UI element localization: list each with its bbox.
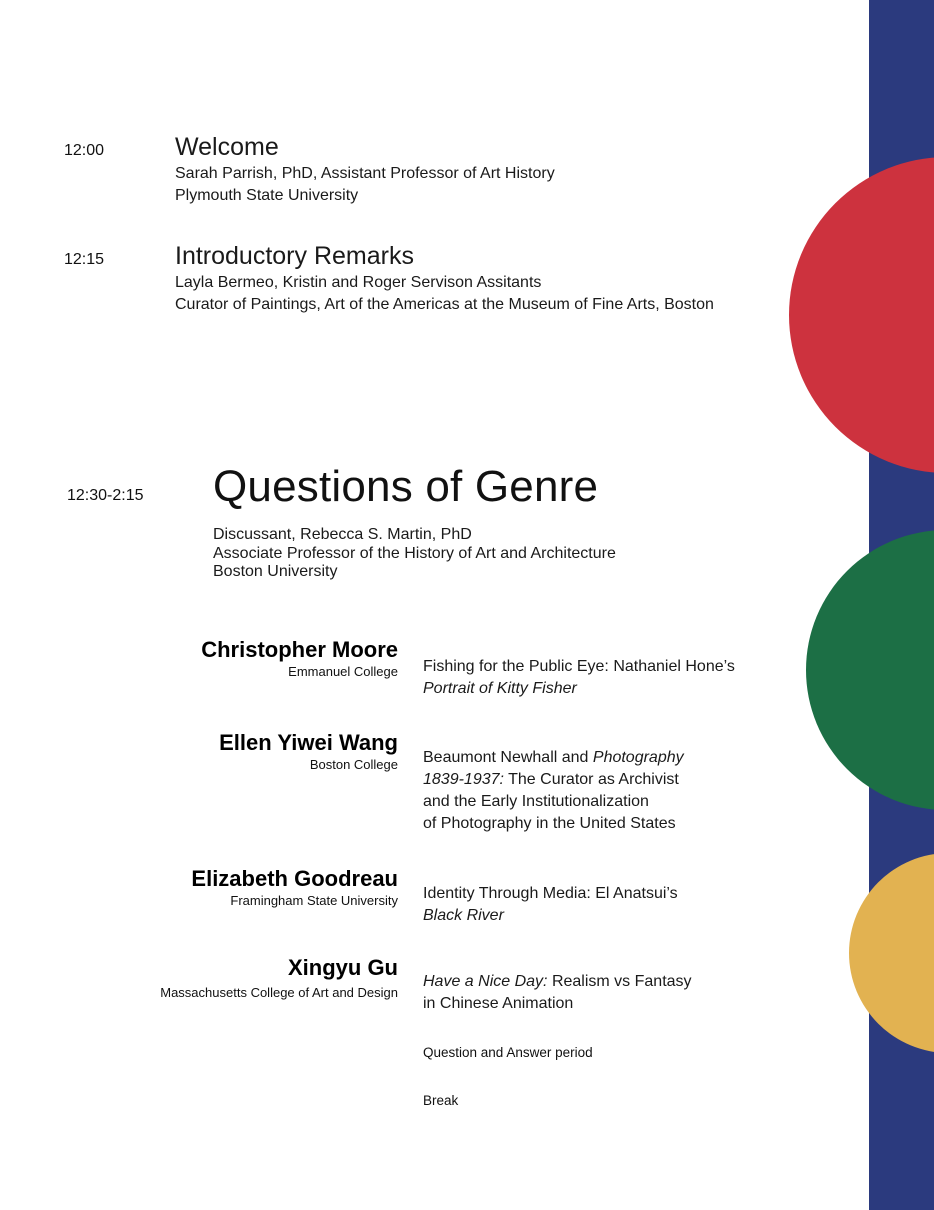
paper-title-text: and the Early Institutionalization <box>423 793 649 810</box>
paper-title <box>423 656 735 700</box>
paper-title-line <box>423 747 684 769</box>
red-circle <box>789 157 934 473</box>
paper-title-line <box>423 883 678 905</box>
discussant-line-1: Discussant, Rebecca S. Martin, PhD <box>213 526 472 543</box>
discussant-line-3: Boston University <box>213 563 338 580</box>
paper-title-text: Beaumont Newhall and <box>423 749 593 766</box>
discussant-block <box>213 526 616 582</box>
session-title: Questions of Genre <box>213 462 599 511</box>
paper-title-italic: 1839-1937: <box>423 771 504 788</box>
paper-title-text: of Photography in the United States <box>423 815 676 832</box>
discussant-line-2: Associate Professor of the History of Art and Architecture <box>213 544 616 562</box>
gold-circle <box>849 853 934 1053</box>
speaker-affiliation: Massachusetts College of Art and Design <box>160 985 398 1000</box>
speaker-affiliation: Framingham State University <box>230 893 398 908</box>
paper-title-text: Realism vs Fantasy <box>547 973 692 990</box>
intro-title: Introductory Remarks <box>175 242 414 270</box>
welcome-time: 12:00 <box>64 142 105 159</box>
welcome-details <box>175 163 555 207</box>
paper-title-text: in Chinese Animation <box>423 995 574 1012</box>
speaker-name: Christopher Moore <box>201 637 398 662</box>
speaker-name: Elizabeth Goodreau <box>191 866 398 891</box>
qa-period: Question and Answer period <box>423 1045 593 1060</box>
speaker-affiliation: Boston College <box>309 757 398 772</box>
green-circle <box>806 530 934 810</box>
paper-title-line <box>423 905 678 927</box>
speaker-name: Xingyu Gu <box>288 955 398 980</box>
paper-title-italic: Portrait of Kitty Fisher <box>423 680 577 697</box>
paper-title-line <box>423 813 684 835</box>
paper-title-italic: Black River <box>423 907 504 924</box>
session-time: 12:30-2:15 <box>67 487 144 504</box>
welcome-line-1: Sarah Parrish, PhD, Assistant Professor of Art History <box>175 165 555 182</box>
paper-title-line <box>423 769 684 791</box>
paper-title <box>423 971 692 1015</box>
paper-title-italic: Photography <box>592 749 684 766</box>
paper-title-line <box>423 678 735 700</box>
paper-title <box>423 747 684 835</box>
paper-title-line <box>423 971 692 993</box>
welcome-line-2: Plymouth State University <box>175 187 359 204</box>
intro-time: 12:15 <box>64 251 105 268</box>
speaker-name: Ellen Yiwei Wang <box>219 730 398 755</box>
paper-title-text: Fishing for the Public Eye: Nathaniel Hone’s <box>423 658 735 675</box>
paper-title-line <box>423 993 692 1015</box>
speaker-affiliation: Emmanuel College <box>288 664 398 679</box>
paper-title-text: Identity Through Media: El Anatsui’s <box>423 885 678 902</box>
break-label: Break <box>423 1093 459 1108</box>
paper-title <box>423 883 678 927</box>
intro-line-1: Layla Bermeo, Kristin and Roger Servison Assitants <box>175 274 542 291</box>
paper-title-italic: Have a Nice Day: <box>423 973 548 990</box>
welcome-title: Welcome <box>175 133 279 161</box>
intro-details <box>175 272 714 316</box>
paper-title-line <box>423 656 735 678</box>
paper-title-text: The Curator as Archivist <box>503 771 679 788</box>
paper-title-line <box>423 791 684 813</box>
intro-line-2: Curator of Paintings, Art of the Americas at the Museum of Fine Arts, Boston <box>175 296 714 313</box>
